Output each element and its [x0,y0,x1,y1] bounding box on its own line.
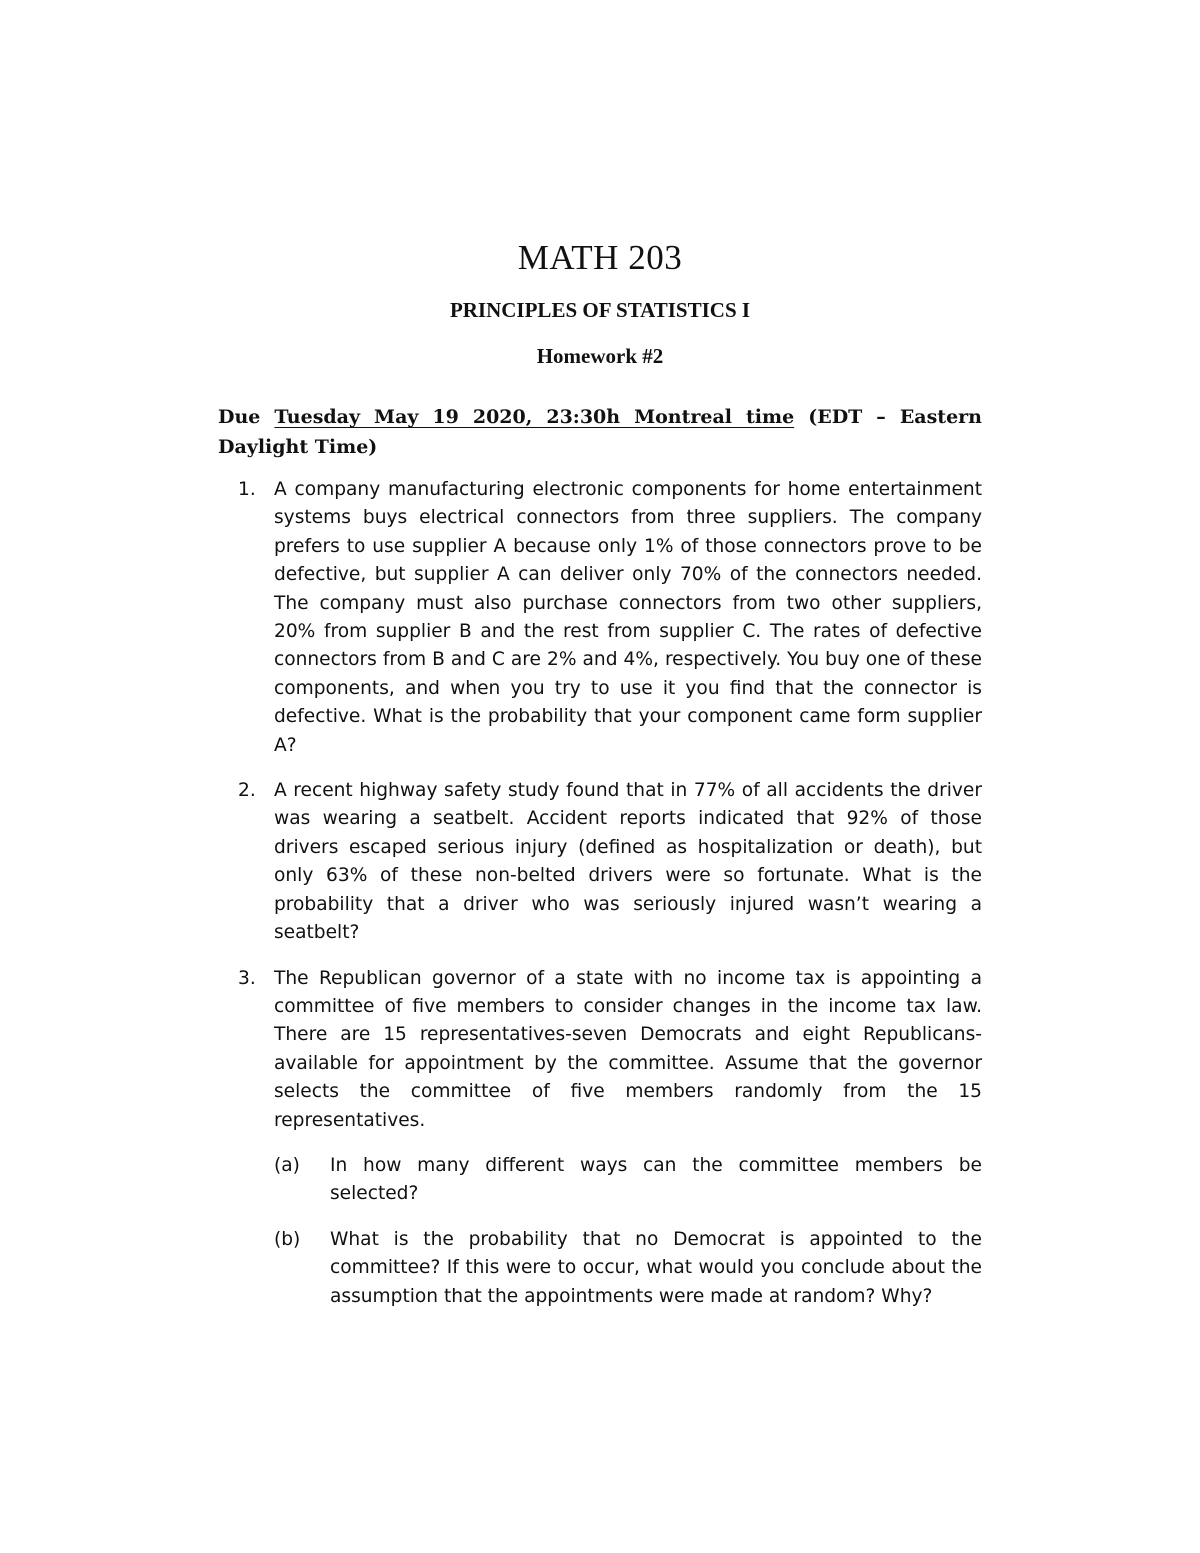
due-date: Tuesday May 19 2020, 23:30h Montreal time [274,406,795,428]
problem-part-b [274,1226,982,1311]
course-title: MATH 203 [517,238,683,277]
part-label: (b) [274,1228,301,1250]
problem-text: A company manufacturing electronic components for home entertainment systems buys electrical connectors from three suppliers. The company prefers to use supplier A because only 1% of those connectors prove to be defective, but supplier A can deliver only 70% of the connectors needed. The company must also purchase connectors from two other suppliers, 20% from supplier B and the rest from supplier C. The rates of defective connectors from B and C are 2% and 4%, respectively. You buy one of these components, and when you try to use it you find that the connector is defective. What is the probability that your component came form supplier A? [274,479,982,756]
problem-text: The Republican governor of a state with no income tax is appointing a committee of five members to consider changes in the income tax law. There are 15 representatives-seven Democrats and eight Republicans-available for appointment by the committee. Assume that the governor selects the committee of five members randomly from the 15 representatives. [274,967,982,1131]
part-label: (a) [274,1154,300,1176]
part-text: What is the probability that no Democrat is appointed to the committee? If this were to occur, what would you conclude about the assumption that the appointments were made at random? Why? [330,1228,982,1307]
problem-3 [218,965,982,1311]
part-text: In how many different ways can the committee members be selected? [330,1154,982,1205]
course-subtitle: PRINCIPLES OF STATISTICS I [449,298,751,322]
problem-list [218,476,982,1328]
problem-number: 1. [238,479,256,500]
problem-number: 3. [238,967,256,989]
due-timezone: (EDT – Eastern Daylight Time) [218,406,982,458]
problem-1 [218,476,982,760]
problem-2 [218,777,982,947]
problem-parts [274,1152,982,1311]
due-prefix: Due [218,406,261,428]
due-date-line [218,402,982,462]
homework-label: Homework #2 [536,344,664,368]
problem-part-a [274,1152,982,1209]
problem-number: 2. [238,780,256,802]
problem-text: A recent highway safety study found that in 77% of all accidents the driver was wearing a seatbelt. Accident reports indicated that 92% of those drivers escaped serious injury (defined as hospitalization or death), but only 63% of these non-belted drivers were so fortunate. What is the probability that a driver who was seriously injured wasn’t wearing a seatbelt? [274,780,982,944]
